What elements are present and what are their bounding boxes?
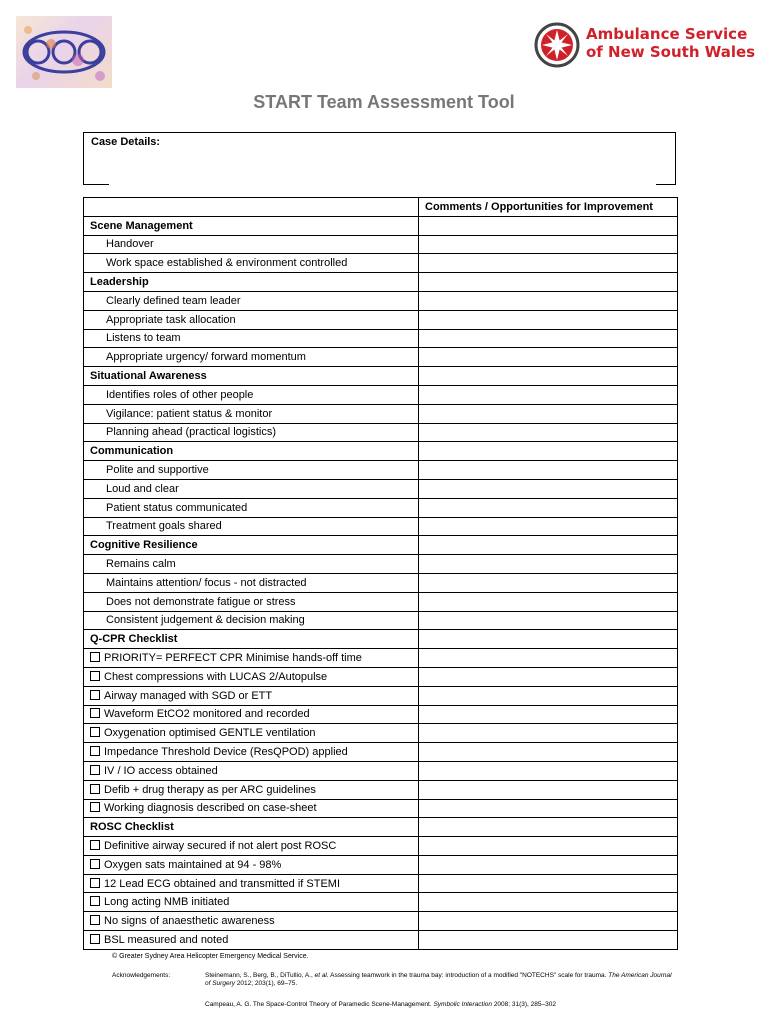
comment-cell[interactable] xyxy=(419,536,678,555)
org-name xyxy=(586,25,755,61)
row-text: Appropriate urgency/ forward momentum xyxy=(106,351,306,364)
comments-header: Comments / Opportunities for Improvement xyxy=(419,198,678,217)
comment-cell[interactable] xyxy=(419,761,678,780)
row-text: Communication xyxy=(90,445,174,458)
row-text: Handover xyxy=(106,238,154,251)
case-details-label: Case Details: xyxy=(91,136,161,148)
row-text: Consistent judgement & decision making xyxy=(106,614,305,627)
comment-cell[interactable] xyxy=(419,667,678,686)
assessment-item-label xyxy=(84,310,419,329)
comment-cell[interactable] xyxy=(419,254,678,273)
row-text: Impedance Threshold Device (ResQPOD) applied xyxy=(104,746,348,758)
ambulance-emblem-icon xyxy=(534,22,580,68)
table-row xyxy=(84,235,678,254)
table-row xyxy=(84,893,678,912)
category-label xyxy=(84,442,419,461)
table-row xyxy=(84,404,678,423)
comment-cell[interactable] xyxy=(419,423,678,442)
table-row xyxy=(84,329,678,348)
assessment-item-label xyxy=(84,479,419,498)
comment-cell[interactable] xyxy=(419,855,678,874)
row-text: Working diagnosis described on case-sheet xyxy=(104,802,317,815)
reference-1 xyxy=(205,972,675,988)
category-label xyxy=(84,536,419,555)
row-text: Remains calm xyxy=(106,558,176,571)
acknowledgements-label: Acknowledgements: xyxy=(112,972,171,979)
comment-cell[interactable] xyxy=(419,874,678,893)
assessment-item-label xyxy=(84,291,419,310)
row-text: Cognitive Resilience xyxy=(90,539,198,552)
checkbox-icon[interactable] xyxy=(90,802,100,812)
case-box-corner-left xyxy=(83,184,109,185)
checkbox-icon[interactable] xyxy=(90,671,100,681)
checklist-item xyxy=(84,931,419,950)
comment-cell[interactable] xyxy=(419,479,678,498)
comment-cell[interactable] xyxy=(419,461,678,480)
comment-cell[interactable] xyxy=(419,724,678,743)
assessment-item-label xyxy=(84,423,419,442)
checklist-item xyxy=(84,667,419,686)
row-text: Leadership xyxy=(90,276,149,289)
assessment-item-label xyxy=(84,385,419,404)
assessment-table xyxy=(83,197,678,950)
checkbox-icon[interactable] xyxy=(90,896,100,906)
checkbox-icon[interactable] xyxy=(90,652,100,662)
comment-cell[interactable] xyxy=(419,216,678,235)
checkbox-icon[interactable] xyxy=(90,859,100,869)
ref1-volume: 2012; 203(1), 69–75. xyxy=(236,980,298,987)
checkbox-icon[interactable] xyxy=(90,727,100,737)
category-label xyxy=(84,367,419,386)
row-text: Clearly defined team leader xyxy=(106,294,241,307)
table-row xyxy=(84,385,678,404)
category-row xyxy=(84,273,678,292)
comment-cell[interactable] xyxy=(419,837,678,856)
checklist-item xyxy=(84,837,419,856)
copyright-notice: © Greater Sydney Area Helicopter Emergency Medical Service. xyxy=(112,953,309,960)
checklist-item xyxy=(84,780,419,799)
table-row xyxy=(84,423,678,442)
row-text: Definitive airway secured if not alert post ROSC xyxy=(104,839,337,852)
comment-cell[interactable] xyxy=(419,912,678,931)
row-text: BSL measured and noted xyxy=(104,933,229,946)
category-row xyxy=(84,536,678,555)
table-row xyxy=(84,705,678,724)
row-text: Vigilance: patient status & monitor xyxy=(106,407,273,420)
ref1-authors: Steinemann, S., Berg, B., DiTullio, A., xyxy=(205,972,313,979)
row-text: Defib + drug therapy as per ARC guidelines xyxy=(104,783,316,796)
row-text: Polite and supportive xyxy=(106,464,209,477)
checklist-item xyxy=(84,724,419,743)
table-row xyxy=(84,724,678,743)
comment-cell[interactable] xyxy=(419,291,678,310)
checkbox-icon[interactable] xyxy=(90,708,100,718)
row-text: Chest compressions with LUCAS 2/Autopulse xyxy=(104,670,328,683)
row-text: No signs of anaesthetic awareness xyxy=(104,915,275,928)
assessment-item-label xyxy=(84,555,419,574)
row-text: PRIORITY= PERFECT CPR Minimise hands-off time xyxy=(104,652,362,665)
row-text: Long acting NMB initiated xyxy=(104,896,230,909)
assessment-item-label xyxy=(84,404,419,423)
ref1-title: Assessing teamwork in the trauma bay: introduction of a modified "NOTECHS" scale for trauma. xyxy=(330,972,607,979)
row-text: Situational Awareness xyxy=(90,370,207,383)
assessment-item-label xyxy=(84,573,419,592)
checklist-item xyxy=(84,799,419,818)
row-text: 12 Lead ECG obtained and transmitted if STEMI xyxy=(104,877,341,890)
page-title: START Team Assessment Tool xyxy=(253,92,515,112)
row-text: Work space established & environment controlled xyxy=(106,257,348,270)
table-row xyxy=(84,479,678,498)
comment-cell[interactable] xyxy=(419,235,678,254)
row-text: Planning ahead (practical logistics) xyxy=(106,426,276,439)
comment-cell[interactable] xyxy=(419,743,678,762)
table-row xyxy=(84,799,678,818)
row-text: Patient status communicated xyxy=(106,501,248,514)
checkbox-icon[interactable] xyxy=(90,915,100,925)
comment-cell[interactable] xyxy=(419,367,678,386)
table-row xyxy=(84,498,678,517)
comment-cell[interactable] xyxy=(419,517,678,536)
category-row xyxy=(84,442,678,461)
comment-cell[interactable] xyxy=(419,573,678,592)
row-text: Waveform EtCO2 monitored and recorded xyxy=(104,708,310,721)
row-text: Appropriate task allocation xyxy=(106,313,236,326)
table-row xyxy=(84,573,678,592)
table-row xyxy=(84,254,678,273)
case-details-box[interactable] xyxy=(83,132,676,184)
checkbox-icon[interactable] xyxy=(90,784,100,794)
category-row xyxy=(84,216,678,235)
assessment-item-label xyxy=(84,348,419,367)
checkbox-icon[interactable] xyxy=(90,934,100,944)
table-row xyxy=(84,686,678,705)
category-label xyxy=(84,216,419,235)
checklist-item xyxy=(84,893,419,912)
case-box-corner-right xyxy=(656,184,676,185)
row-text: Does not demonstrate fatigue or stress xyxy=(106,595,296,608)
category-row xyxy=(84,630,678,649)
comment-cell[interactable] xyxy=(419,385,678,404)
row-text: Maintains attention/ focus - not distracted xyxy=(106,576,307,589)
checklist-item xyxy=(84,874,419,893)
ref1-etal: et al. xyxy=(314,972,329,979)
table-row xyxy=(84,912,678,931)
table-row xyxy=(84,837,678,856)
comment-cell[interactable] xyxy=(419,818,678,837)
assessment-item-label xyxy=(84,254,419,273)
table-row xyxy=(84,931,678,950)
table-row xyxy=(84,611,678,630)
comment-cell[interactable] xyxy=(419,498,678,517)
checkbox-icon[interactable] xyxy=(90,878,100,888)
table-row xyxy=(84,761,678,780)
comment-cell[interactable] xyxy=(419,649,678,668)
assessment-item-label xyxy=(84,461,419,480)
table-row xyxy=(84,348,678,367)
checkbox-icon[interactable] xyxy=(90,690,100,700)
checkbox-icon[interactable] xyxy=(90,746,100,756)
row-text: Treatment goals shared xyxy=(106,520,222,533)
table-row xyxy=(84,667,678,686)
assessment-item-label xyxy=(84,235,419,254)
checklist-item xyxy=(84,912,419,931)
row-text: Identifies roles of other people xyxy=(106,388,254,401)
org-name-line1: Ambulance Service xyxy=(586,25,748,43)
ref1-journal: The American Journal of Surgery xyxy=(205,972,672,987)
row-text: Oxygenation optimised GENTLE ventilation xyxy=(104,727,316,740)
comment-cell[interactable] xyxy=(419,931,678,950)
comment-cell[interactable] xyxy=(419,611,678,630)
table-header-row xyxy=(84,198,678,217)
row-text: Oxygen sats maintained at 94 - 98% xyxy=(104,858,282,871)
checklist-item xyxy=(84,686,419,705)
assessment-item-label xyxy=(84,592,419,611)
table-row xyxy=(84,291,678,310)
row-text: Loud and clear xyxy=(106,482,179,495)
comment-cell[interactable] xyxy=(419,404,678,423)
ref2-volume: 2008; 31(3), 285–302 xyxy=(493,1001,556,1008)
comment-cell[interactable] xyxy=(419,329,678,348)
table-row xyxy=(84,649,678,668)
category-label xyxy=(84,273,419,292)
comment-cell[interactable] xyxy=(419,592,678,611)
assessment-item-label xyxy=(84,517,419,536)
category-label xyxy=(84,630,419,649)
ambulance-service-logo xyxy=(534,20,756,72)
row-text: Q-CPR Checklist xyxy=(90,633,178,646)
ref2-journal: Symbolic Interaction xyxy=(433,1001,492,1008)
comment-cell[interactable] xyxy=(419,780,678,799)
comment-cell[interactable] xyxy=(419,705,678,724)
category-row xyxy=(84,367,678,386)
comment-cell[interactable] xyxy=(419,442,678,461)
assessment-item-label xyxy=(84,329,419,348)
table-row xyxy=(84,855,678,874)
comment-cell[interactable] xyxy=(419,273,678,292)
row-text: Scene Management xyxy=(90,219,193,232)
comment-cell[interactable] xyxy=(419,348,678,367)
assessment-item-label xyxy=(84,498,419,517)
table-row xyxy=(84,517,678,536)
comment-cell[interactable] xyxy=(419,630,678,649)
checklist-item xyxy=(84,743,419,762)
category-row xyxy=(84,818,678,837)
category-label xyxy=(84,818,419,837)
checklist-item xyxy=(84,649,419,668)
row-text: Airway managed with SGD or ETT xyxy=(104,689,273,702)
header-blank-cell xyxy=(84,198,419,217)
row-text: ROSC Checklist xyxy=(90,821,174,834)
ref2-author-title: Campeau, A. G. The Space-Control Theory of Paramedic Scene-Management. xyxy=(205,1001,432,1008)
reference-2 xyxy=(205,1001,675,1009)
checklist-item xyxy=(84,855,419,874)
assessment-item-label xyxy=(84,611,419,630)
table-row xyxy=(84,310,678,329)
checklist-item xyxy=(84,761,419,780)
row-text: IV / IO access obtained xyxy=(104,764,218,777)
comment-cell[interactable] xyxy=(419,555,678,574)
table-row xyxy=(84,461,678,480)
comment-cell[interactable] xyxy=(419,310,678,329)
gsa-hems-logo xyxy=(16,16,112,88)
row-text: Listens to team xyxy=(106,332,181,345)
table-row xyxy=(84,780,678,799)
table-row xyxy=(84,592,678,611)
table-row xyxy=(84,555,678,574)
comment-cell[interactable] xyxy=(419,893,678,912)
checklist-item xyxy=(84,705,419,724)
comment-cell[interactable] xyxy=(419,686,678,705)
comment-cell[interactable] xyxy=(419,799,678,818)
checkbox-icon[interactable] xyxy=(90,765,100,775)
org-name-line2: of New South Wales xyxy=(586,43,756,61)
table-row xyxy=(84,743,678,762)
checkbox-icon[interactable] xyxy=(90,840,100,850)
table-row xyxy=(84,874,678,893)
